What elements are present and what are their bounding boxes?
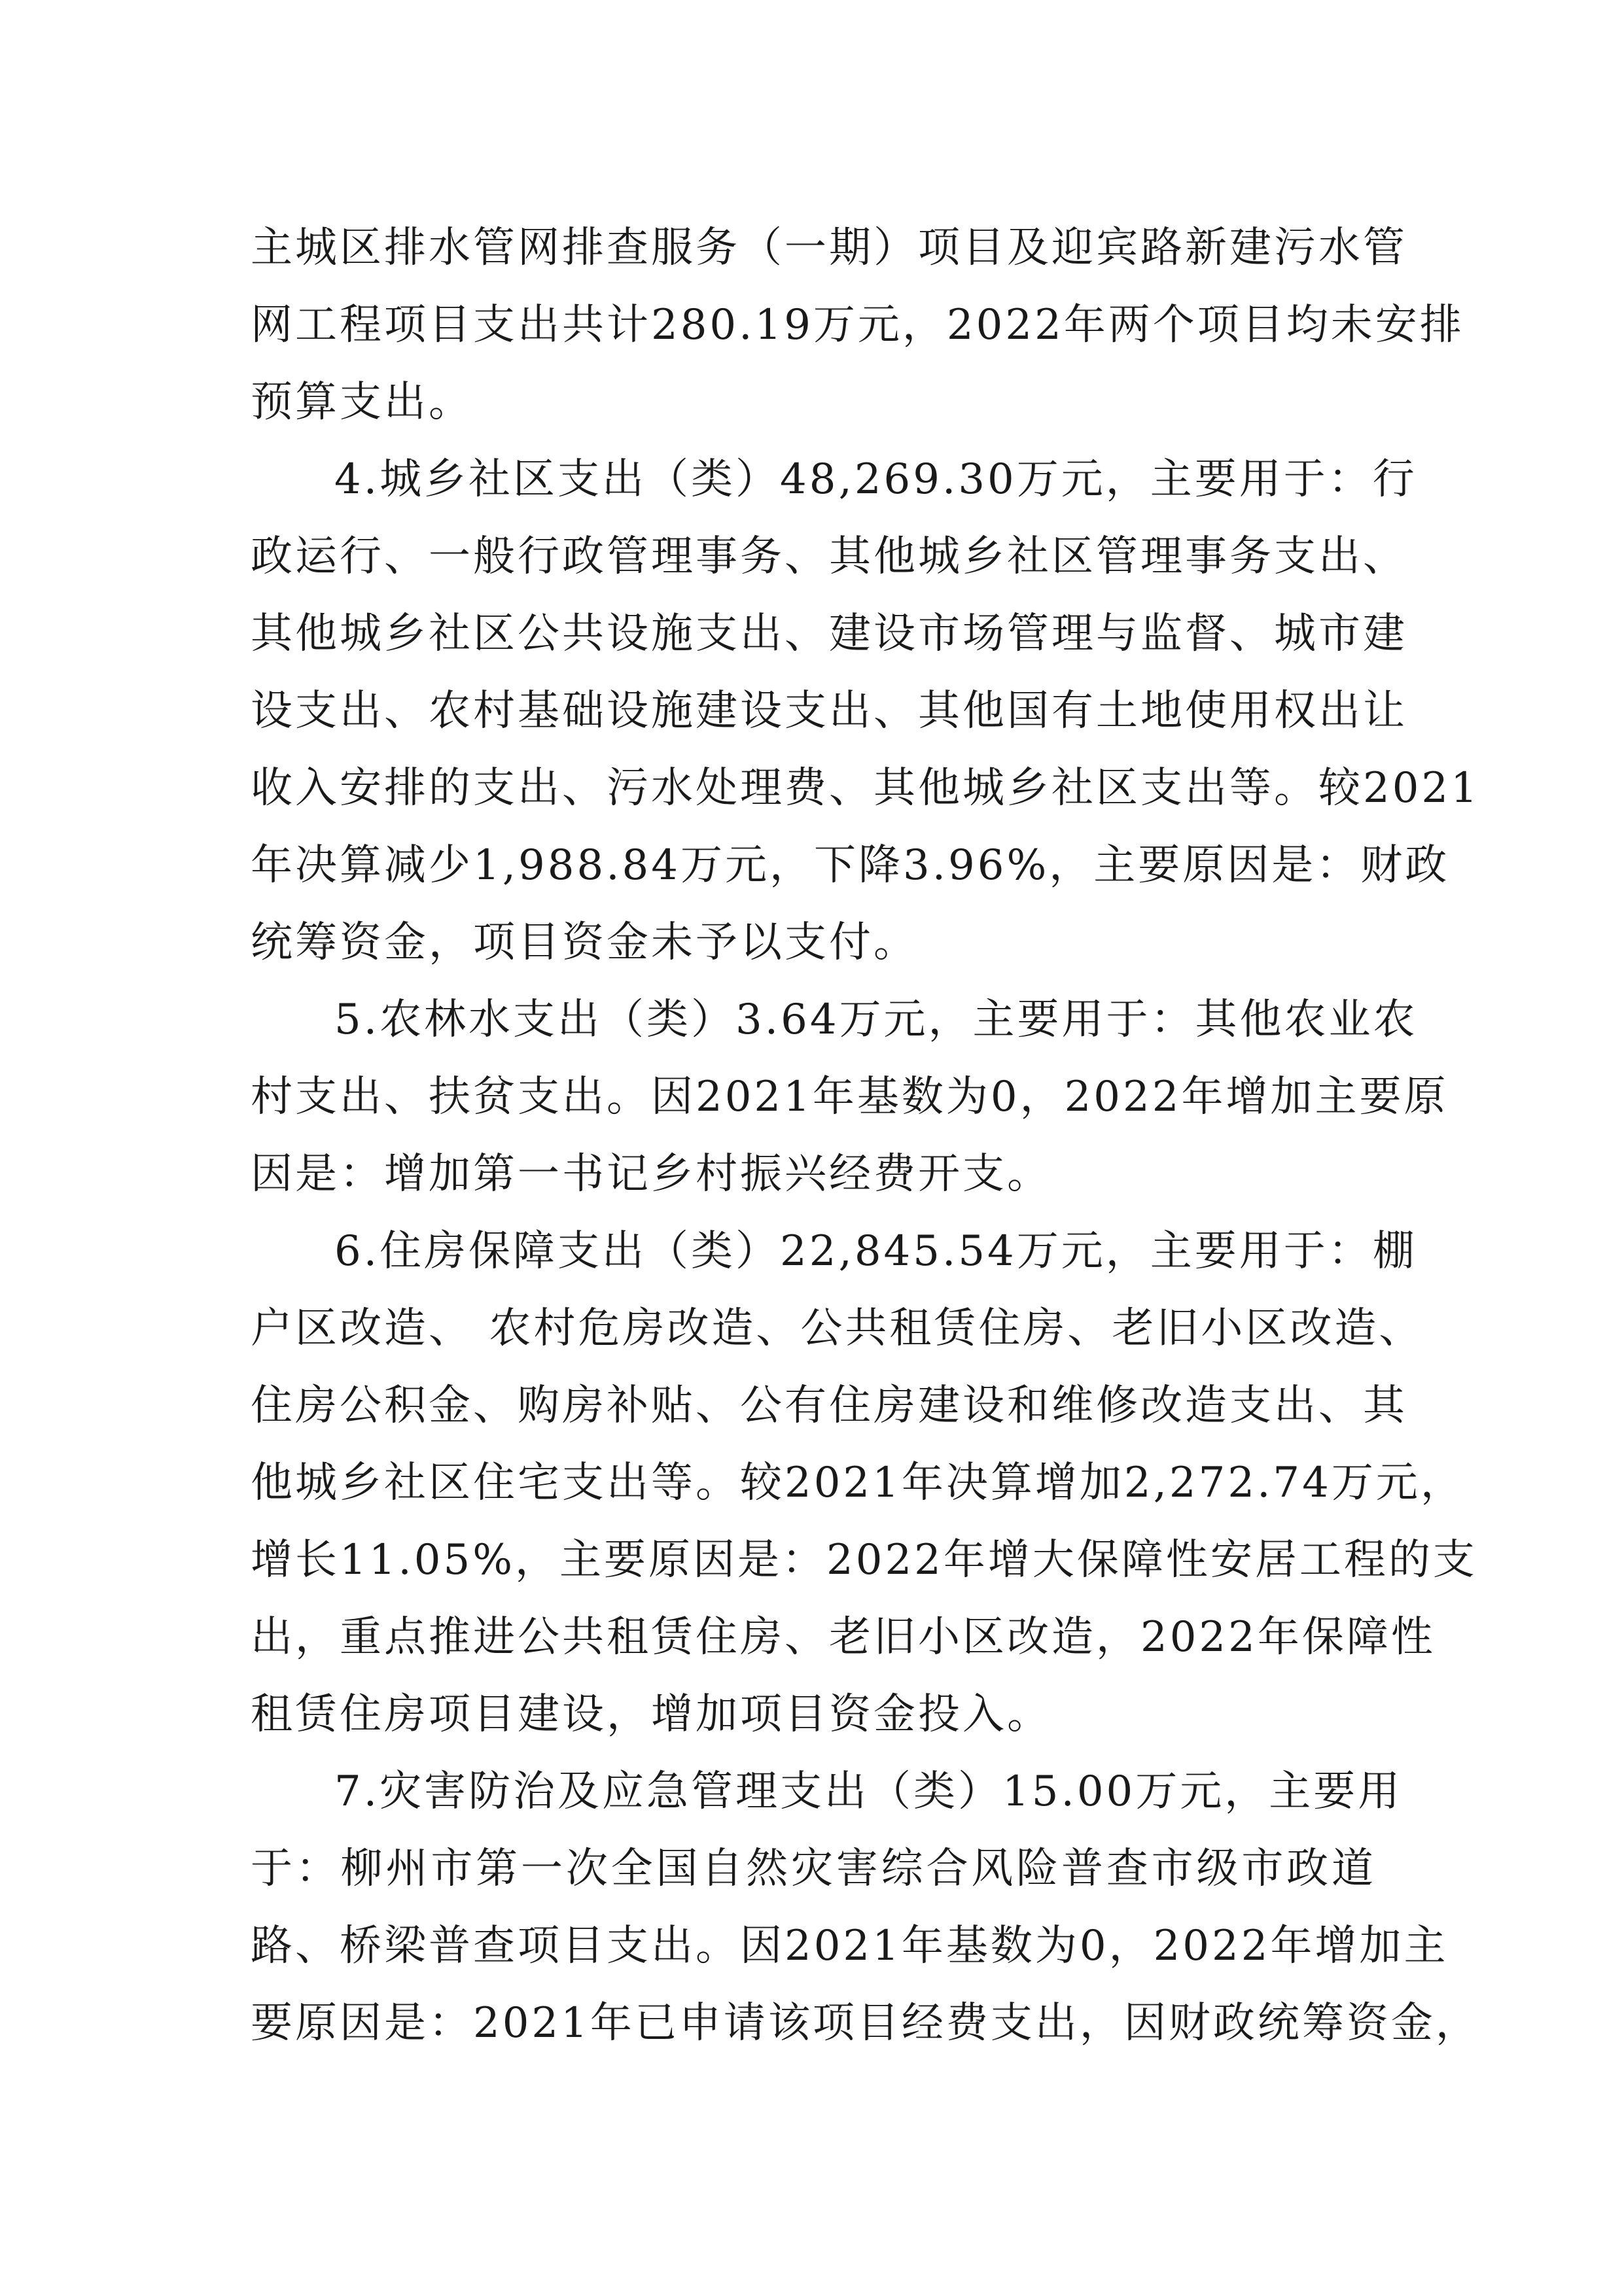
text-line: 住房公积金、购房补贴、公有住房建设和维修改造支出、其 [251,1382,1407,1430]
text-line: 于：柳州市第一次全国自然灾害综合风险普查市级市政道 [251,1845,1376,1893]
text-line: 村支出、扶贫支出。因2021年基数为0，2022年增加主要原 [251,1073,1449,1121]
text-line: 年决算减少1,988.84万元，下降3.96%，主要原因是：财政 [251,841,1450,890]
text-line: 出，重点推进公共租赁住房、老旧小区改造，2022年保障性 [251,1613,1436,1661]
text-line: 要原因是：2021年已申请该项目经费支出，因财政统筹资金， [251,1999,1480,2047]
text-line: 主城区排水管网排查服务（一期）项目及迎宾路新建污水管 [251,224,1407,272]
text-line: 收入安排的支出、污水处理费、其他城乡社区支出等。较2021 [251,764,1480,812]
text-line: 路、桥梁普查项目支出。因2021年基数为0，2022年增加主 [251,1922,1449,1970]
text-line: 租赁住房项目建设，增加项目资金投入。 [251,1690,1051,1739]
text-line: 政运行、一般行政管理事务、其他城乡社区管理事务支出、 [251,532,1407,581]
text-line: 因是：增加第一书记乡村振兴经费开支。 [251,1150,1051,1198]
document-body [251,209,1480,2062]
text-line: 增长11.05%，主要原因是：2022年增大保障性安居工程的支 [251,1536,1477,1584]
paragraph-start-line: 5.农林水支出（类）3.64万元，主要用于：其他农业农 [334,996,1418,1044]
text-line: 预算支出。 [251,378,473,426]
paragraph-start-line: 4.城乡社区支出（类）48,269.30万元，主要用于：行 [334,455,1417,504]
paragraph-start-line: 7.灾害防治及应急管理支出（类）15.00万元，主要用 [334,1767,1403,1816]
text-line: 网工程项目支出共计280.19万元，2022年两个项目均未安排 [251,301,1464,349]
text-line: 其他城乡社区公共设施支出、建设市场管理与监督、城市建 [251,610,1407,658]
paragraph-start-line: 6.住房保障支出（类）22,845.54万元，主要用于：棚 [334,1227,1417,1276]
text-line: 户区改造、 农村危房改造、公共租赁住房、老旧小区改造、 [251,1304,1424,1353]
text-line: 统筹资金，项目资金未予以支付。 [251,918,918,967]
text-line: 他城乡社区住宅支出等。较2021年决算增加2,272.74万元， [251,1459,1465,1507]
text-line: 设支出、农村基础设施建设支出、其他国有土地使用权出让 [251,687,1407,735]
